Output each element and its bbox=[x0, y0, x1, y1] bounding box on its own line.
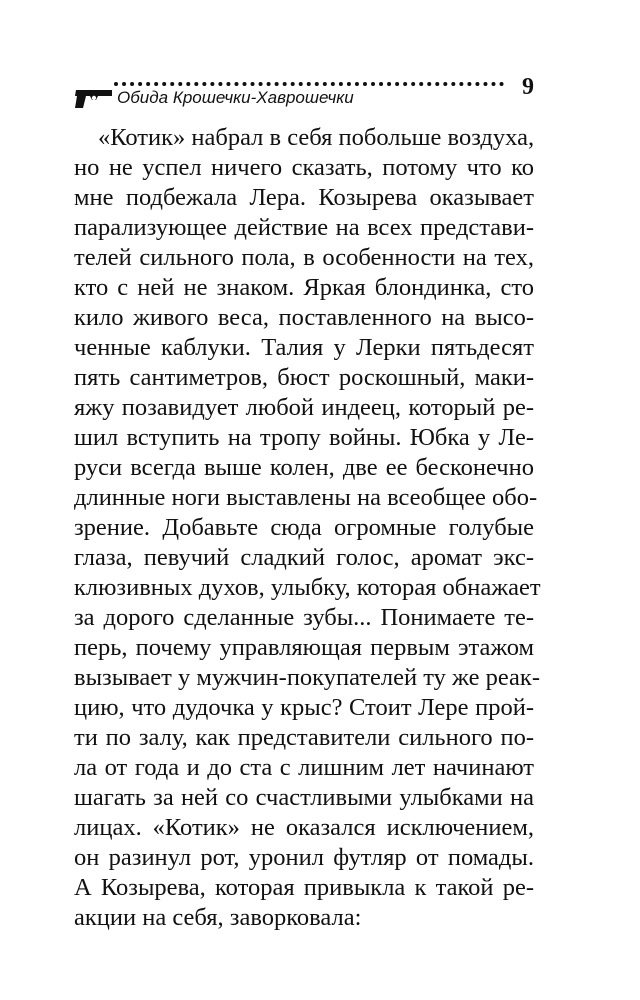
text-line: он разинул рот, уронил футляр от помады. bbox=[74, 844, 534, 871]
body-paragraph bbox=[74, 123, 541, 933]
pistol-icon bbox=[74, 86, 114, 110]
header-dotted-rule bbox=[114, 82, 504, 86]
text-line: мне подбежала Лера. Козырева оказывает bbox=[74, 184, 534, 211]
text-line: ла от года и до ста с лишним лет начинают bbox=[74, 754, 534, 781]
text-line: перь, почему управляющая первым этажом bbox=[74, 634, 534, 661]
text-line: за дорого сделанные зубы... Понимаете те- bbox=[74, 604, 534, 631]
text-line: «Котик» набрал в себя побольше воздуха, bbox=[98, 124, 535, 151]
text-line: парализующее действие на всех представи- bbox=[74, 214, 534, 241]
text-line: руси всегда выше колен, две ее бесконечно bbox=[74, 454, 534, 481]
text-line: вызывает у мужчин-покупателей ту же реак- bbox=[74, 664, 540, 691]
running-title: Обида Крошечки-Хаврошечки bbox=[117, 88, 354, 107]
text-line: глаза, певучий сладкий голос, аромат экс- bbox=[74, 544, 534, 571]
text-line: яжу позавидует любой индеец, который ре- bbox=[74, 394, 534, 421]
text-line: телей сильного пола, в особенности на тех, bbox=[74, 244, 534, 271]
text-line: клюзивных духов, улыбку, которая обнажает bbox=[74, 574, 541, 601]
text-line: шил вступить на тропу войны. Юбка у Ле- bbox=[74, 424, 534, 451]
text-line: акции на себя, заворковала: bbox=[74, 904, 362, 931]
text-line: но не успел ничего сказать, потому что ко bbox=[74, 154, 534, 181]
text-line: лицах. «Котик» не оказался исключением, bbox=[74, 814, 534, 841]
text-line: кило живого веса, поставленного на высо- bbox=[74, 304, 534, 331]
text-line: ти по залу, как представители сильного по- bbox=[74, 724, 534, 751]
text-line: шагать за ней со счастливыми улыбками на bbox=[74, 784, 534, 811]
page-number: 9 bbox=[522, 74, 534, 100]
text-line: ченные каблуки. Талия у Лерки пятьдесят bbox=[74, 334, 534, 361]
text-line: А Козырева, которая привыкла к такой ре- bbox=[74, 874, 534, 901]
text-line: длинные ноги выставлены на всеобщее обо- bbox=[74, 484, 538, 511]
text-line: цию, что дудочка у крыс? Стоит Лере прой- bbox=[74, 694, 534, 721]
text-line: зрение. Добавьте сюда огромные голубые bbox=[74, 514, 534, 541]
running-header bbox=[74, 72, 534, 112]
text-line: пять сантиметров, бюст роскошный, маки- bbox=[74, 364, 534, 391]
text-line: кто с ней не знаком. Яркая блондинка, сто bbox=[74, 274, 534, 301]
